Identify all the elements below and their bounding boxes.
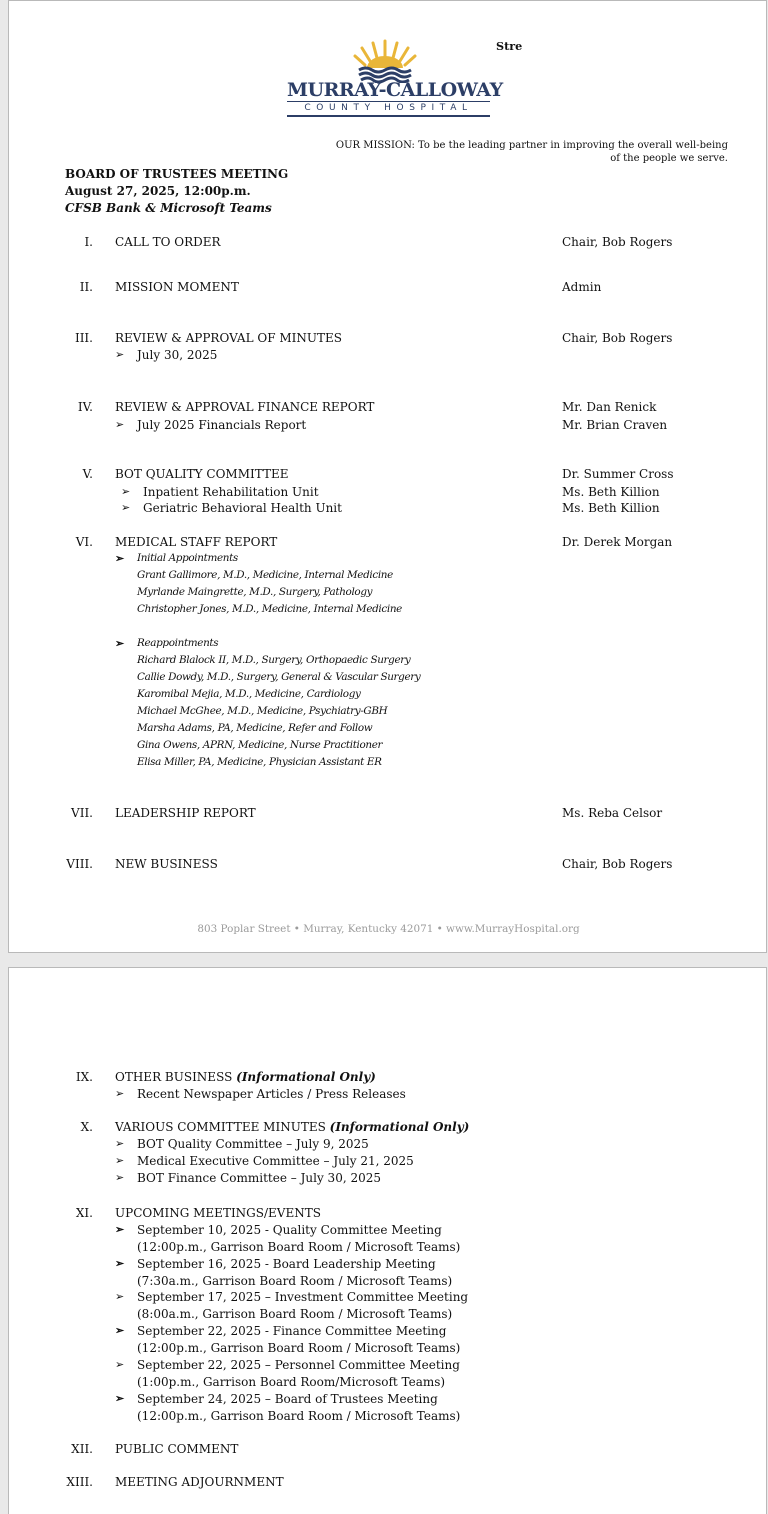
agenda-responsible: Ms. Reba Celsor [562, 806, 663, 820]
document-page-1 [8, 0, 767, 953]
appointment-entry: Myrlande Maingrette, M.D., Surgery, Pathology [137, 586, 373, 598]
agenda-title: CALL TO ORDER [115, 235, 221, 249]
arrow-bullet-icon: ➢ [115, 1137, 125, 1150]
agenda-title: REVIEW & APPROVAL FINANCE REPORT [115, 400, 375, 414]
agenda-title: MEDICAL STAFF REPORT [115, 535, 278, 549]
agenda-number: X. [80, 1120, 93, 1134]
agenda-title: LEADERSHIP REPORT [115, 806, 256, 820]
agenda-responsible: Dr. Summer Cross [562, 467, 674, 481]
arrow-bullet-icon: ➢ [115, 1324, 125, 1337]
agenda-number: VIII. [66, 857, 93, 871]
agenda-subitem: July 2025 Financials Report [137, 418, 307, 432]
event-details: (8:00a.m., Garrison Board Room / Microsoft Teams) [137, 1307, 453, 1321]
agenda-number: XII. [71, 1442, 93, 1456]
agenda-subitem: July 30, 2025 [137, 348, 218, 362]
appointment-entry: Christopher Jones, M.D., Medicine, Internal Medicine [137, 603, 402, 615]
event-details: (12:00p.m., Garrison Board Room / Microsoft Teams) [137, 1341, 461, 1355]
agenda-title-row [115, 1120, 469, 1134]
agenda-responsible: Chair, Bob Rogers [562, 857, 673, 871]
logo-rule-top [287, 101, 490, 102]
agenda-number: IX. [75, 1070, 93, 1084]
arrow-bullet-icon: ➢ [115, 1257, 125, 1270]
agenda-number: XI. [75, 1206, 93, 1220]
arrow-bullet-icon: ➢ [121, 485, 131, 498]
agenda-title: MISSION MOMENT [115, 280, 239, 294]
agenda-title: VARIOUS COMMITTEE MINUTES [115, 1120, 326, 1134]
agenda-responsible: Mr. Dan Renick [562, 400, 657, 414]
arrow-bullet-icon: ➢ [115, 348, 125, 361]
agenda-responsible: Admin [562, 280, 602, 294]
agenda-title: NEW BUSINESS [115, 857, 218, 871]
agenda-number: IV. [77, 400, 93, 414]
agenda-responsible: Ms. Beth Killion [562, 501, 660, 515]
meeting-location: CFSB Bank & Microsoft Teams [65, 201, 272, 215]
initial-appointments-label: Initial Appointments [137, 552, 238, 564]
agenda-subitem: Recent Newspaper Articles / Press Releases [137, 1087, 406, 1101]
event-title: September 22, 2025 – Personnel Committee Meeting [137, 1358, 460, 1372]
logo-subtitle: COUNTY HOSPITAL [304, 103, 473, 113]
appointment-entry: Callie Dowdy, M.D., Surgery, General & Vascular Surgery [137, 671, 421, 683]
appointment-entry: Grant Gallimore, M.D., Medicine, Internal Medicine [137, 569, 393, 581]
logo-rule-bottom [287, 115, 490, 117]
arrow-bullet-icon: ➢ [115, 1358, 125, 1371]
agenda-subitem: Geriatric Behavioral Health Unit [143, 501, 342, 515]
appointment-entry: Richard Blalock II, M.D., Surgery, Orthopaedic Surgery [137, 654, 411, 666]
arrow-bullet-icon: ➢ [115, 1087, 125, 1100]
reappointments-label: Reappointments [137, 637, 219, 649]
agenda-number: II. [79, 280, 93, 294]
agenda-responsible: Dr. Derek Morgan [562, 535, 673, 549]
agenda-subitem: BOT Quality Committee – July 9, 2025 [137, 1137, 369, 1151]
event-title: September 10, 2025 - Quality Committee Meeting [137, 1223, 442, 1237]
agenda-responsible: Ms. Beth Killion [562, 485, 660, 499]
informational-note: (Informational Only) [329, 1120, 470, 1134]
agenda-title: REVIEW & APPROVAL OF MINUTES [115, 331, 342, 345]
agenda-title: BOT QUALITY COMMITTEE [115, 467, 289, 481]
agenda-title-row [115, 1070, 376, 1084]
agenda-title: UPCOMING MEETINGS/EVENTS [115, 1206, 321, 1220]
agenda-subitem: Inpatient Rehabilitation Unit [143, 485, 319, 499]
agenda-responsible: Mr. Brian Craven [562, 418, 668, 432]
arrow-bullet-icon: ➢ [115, 1290, 125, 1303]
meeting-title: BOARD OF TRUSTEES MEETING [65, 167, 289, 181]
appointment-entry: Gina Owens, APRN, Medicine, Nurse Practitioner [137, 739, 383, 751]
event-title: September 22, 2025 - Finance Committee Meeting [137, 1324, 447, 1338]
mission-line-2: of the people we serve. [610, 153, 728, 164]
informational-note: (Informational Only) [236, 1070, 376, 1084]
event-title: September 16, 2025 - Board Leadership Meeting [137, 1257, 436, 1271]
event-details: (1:00p.m., Garrison Board Room/Microsoft Teams) [137, 1375, 446, 1389]
hospital-logo [275, 35, 503, 121]
agenda-number: V. [82, 467, 93, 481]
appointment-entry: Karomibal Mejia, M.D., Medicine, Cardiology [137, 688, 361, 700]
event-title: September 24, 2025 – Board of Trustees Meeting [137, 1392, 438, 1406]
event-details: (12:00p.m., Garrison Board Room / Microsoft Teams) [137, 1240, 461, 1254]
arrow-bullet-icon: ➢ [115, 1223, 125, 1236]
appointment-entry: Michael McGhee, M.D., Medicine, Psychiatry-GBH [137, 705, 388, 717]
agenda-title: PUBLIC COMMENT [115, 1442, 239, 1456]
agenda-responsible: Chair, Bob Rogers [562, 331, 673, 345]
arrow-bullet-icon: ➢ [115, 418, 125, 431]
agenda-subitem: Medical Executive Committee – July 21, 2025 [137, 1154, 414, 1168]
agenda-title: MEETING ADJOURNMENT [115, 1475, 284, 1489]
corner-text: Stre [496, 39, 523, 53]
arrow-bullet-icon: ➢ [115, 637, 125, 650]
document-page-2 [8, 967, 767, 1514]
agenda-number: I. [84, 235, 93, 249]
arrow-bullet-icon: ➢ [115, 552, 125, 565]
meeting-date: August 27, 2025, 12:00p.m. [65, 184, 251, 198]
agenda-number: XIII. [66, 1475, 93, 1489]
agenda-number: VII. [71, 806, 93, 820]
agenda-responsible: Chair, Bob Rogers [562, 235, 673, 249]
arrow-bullet-icon: ➢ [115, 1392, 125, 1405]
event-title: September 17, 2025 – Investment Committee Meeting [137, 1290, 469, 1304]
event-details: (7:30a.m., Garrison Board Room / Microsoft Teams) [137, 1274, 453, 1288]
arrow-bullet-icon: ➢ [115, 1171, 125, 1184]
agenda-number: VI. [75, 535, 93, 549]
arrow-bullet-icon: ➢ [121, 501, 131, 514]
logo-name: MURRAY-CALLOWAY [287, 79, 503, 101]
event-details: (12:00p.m., Garrison Board Room / Microsoft Teams) [137, 1409, 461, 1423]
appointment-entry: Marsha Adams, PA, Medicine, Refer and Follow [137, 722, 373, 734]
agenda-subitem: BOT Finance Committee – July 30, 2025 [137, 1171, 381, 1185]
agenda-title: OTHER BUSINESS [115, 1070, 233, 1084]
page-footer-address: 803 Poplar Street • Murray, Kentucky 42071 • www.MurrayHospital.org [197, 923, 580, 935]
appointment-entry: Elisa Miller, PA, Medicine, Physician Assistant ER [137, 756, 382, 768]
agenda-number: III. [74, 331, 93, 345]
arrow-bullet-icon: ➢ [115, 1154, 125, 1167]
mission-line-1: OUR MISSION: To be the leading partner in improving the overall well-being [335, 140, 728, 151]
sun-over-water-icon [275, 35, 495, 83]
